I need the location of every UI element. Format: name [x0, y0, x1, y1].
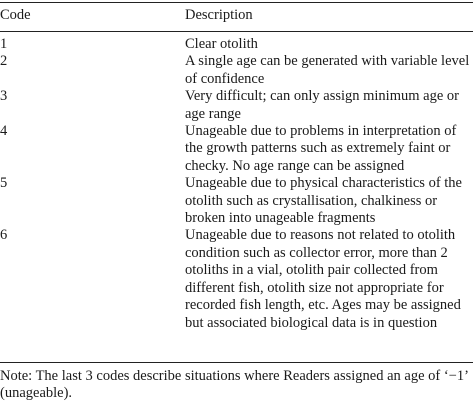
table-bottom-rule	[0, 362, 473, 363]
table-row	[0, 175, 473, 227]
row-description: Unageable due to reasons not related to otolith condition such as collector error, more than 2 otoliths in a vial, otolith pair collected from different fish, otolith size not appropriate for recorded fish length, etc. Ages may be assigned but associated biological data is in question	[185, 227, 461, 331]
row-description: Unageable due to problems in interpretation of the growth patterns such as extremely faint or checky. No age range can be assigned	[185, 123, 457, 174]
table-row	[0, 88, 473, 123]
row-code: 5	[0, 175, 8, 192]
header-code: Code	[0, 7, 31, 23]
row-description: A single age can be generated with variable level of confidence	[185, 53, 470, 87]
table-row	[0, 53, 473, 88]
table-top-rule	[0, 2, 473, 3]
table-footnote: Note: The last 3 codes describe situations where Readers assigned an age of ‘−1’ (unageable).	[0, 368, 468, 402]
row-code: 4	[0, 123, 8, 140]
row-description: Very difficult; can only assign minimum age or age range	[185, 88, 459, 122]
table-row	[0, 123, 473, 175]
row-code: 2	[0, 53, 8, 70]
table-row	[0, 227, 473, 331]
row-code: 1	[0, 36, 8, 52]
header-description: Description	[185, 7, 253, 23]
row-code: 6	[0, 227, 8, 244]
table-row	[0, 36, 473, 53]
table-header-rule	[0, 31, 473, 32]
row-description: Clear otolith	[185, 36, 258, 52]
table-body	[0, 36, 473, 332]
row-description: Unageable due to physical characteristics of the otolith such as crystallisation, chalkiness or broken into unageable fragments	[185, 175, 462, 227]
row-code: 3	[0, 88, 8, 105]
